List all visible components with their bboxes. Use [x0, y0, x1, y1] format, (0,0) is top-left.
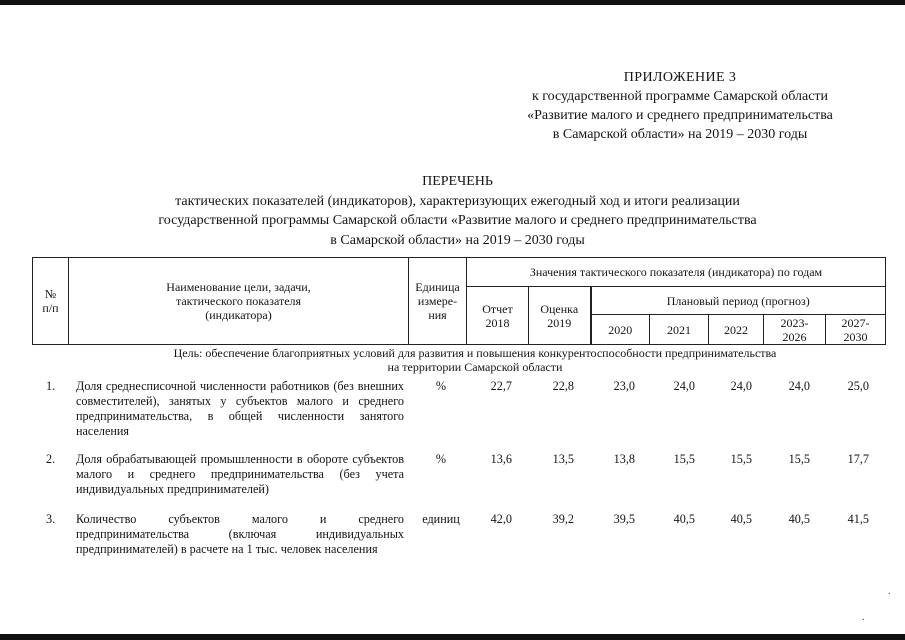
indicator-unit: %	[435, 379, 447, 393]
header-year-cell: 2027- 2030	[826, 315, 886, 345]
header-unit-line: ния	[428, 308, 447, 322]
header-year-cell: 2021	[650, 315, 709, 345]
header-report-line: Отчет	[482, 301, 513, 316]
document-title-block	[70, 172, 845, 250]
indicator-name: Количество субъектов малого и среднего предпринимательства (включая индивидуальных предпринимателей) в расчете на 1 тыс. человек населения	[76, 512, 404, 556]
value-2021: 24,0	[673, 379, 695, 393]
header-estimate-line: 2019	[547, 315, 572, 330]
header-estimate-cell	[529, 287, 591, 345]
value-estimate-2019: 22,8	[552, 379, 574, 393]
goal-line: на территории Самарской области	[387, 360, 563, 374]
appendix-title: ПРИЛОЖЕНИЕ 3	[623, 70, 737, 85]
header-year-cell: 2020	[591, 315, 650, 345]
header-year-cell: 2022	[709, 315, 764, 345]
value-report-2018: 42,0	[490, 512, 512, 526]
value-2020: 13,8	[613, 452, 635, 466]
value-report-2018: 13,6	[490, 452, 512, 466]
value-report-2018: 22,7	[490, 379, 512, 393]
document-title: ПЕРЕЧЕНЬ	[422, 174, 493, 189]
value-2023-2026: 15,5	[788, 452, 810, 466]
goal-line: Цель: обеспечение благоприятных условий для развития и повышения конкурентоспособности предпринимательства	[173, 346, 777, 360]
value-estimate-2019: 39,2	[552, 512, 574, 526]
header-name-line: тактического показателя	[175, 294, 302, 308]
value-estimate-2019: 13,5	[552, 452, 574, 466]
scan-speck: .	[862, 612, 865, 623]
indicator-unit: единиц	[422, 512, 460, 526]
value-2022: 40,5	[730, 512, 752, 526]
header-year-cell: 2023- 2026	[764, 315, 826, 345]
document-subtitle-line: в Самарской области» на 2019 – 2030 годы	[330, 232, 585, 248]
header-estimate-line: Оценка	[540, 301, 579, 316]
document-subtitle-line: тактических показателей (индикаторов), характеризующих ежегодный ход и итоги реализации	[175, 193, 740, 209]
header-name-line: Наименование цели, задачи,	[166, 280, 311, 294]
value-2020: 39,5	[613, 512, 635, 526]
value-2021: 40,5	[673, 512, 695, 526]
value-2022: 24,0	[730, 379, 752, 393]
indicator-table-header	[32, 257, 886, 345]
header-plan-cell: Плановый период (прогноз)	[591, 287, 886, 315]
header-name-cell	[69, 258, 409, 345]
row-number: 1.	[46, 379, 56, 393]
value-2020: 23,0	[613, 379, 635, 393]
row-number: 2.	[46, 452, 56, 466]
header-report-line: 2018	[485, 315, 510, 330]
value-2021: 15,5	[673, 452, 695, 466]
value-2023-2026: 24,0	[788, 379, 810, 393]
scan-top-border	[0, 0, 905, 5]
document-subtitle-line: государственной программы Самарской области «Развитие малого и среднего предпринимательства	[158, 213, 757, 228]
header-name-line: (индикатора)	[205, 308, 272, 322]
appendix-block	[480, 68, 880, 144]
indicator-unit: %	[435, 452, 447, 466]
value-2027-2030: 41,5	[847, 512, 869, 526]
value-2023-2026: 40,5	[788, 512, 810, 526]
header-number-line: №	[44, 287, 57, 301]
header-number-cell	[33, 258, 69, 345]
appendix-line: в Самарской области» на 2019 – 2030 годы	[552, 127, 808, 142]
appendix-line: к государственной программе Самарской области	[531, 89, 829, 104]
header-unit-line: измере-	[417, 294, 458, 308]
scan-bottom-border	[0, 634, 905, 640]
header-unit-line: Единица	[415, 280, 460, 294]
goal-statement	[90, 346, 860, 374]
scan-speck: .	[888, 586, 891, 597]
header-number-line: п/п	[42, 301, 59, 315]
indicator-name: Доля среднесписочной численности работников (без внешних совместителей), занятых у субъектов малого и среднего предпринимательства, в общей численности занятого населения	[76, 379, 404, 438]
header-unit-cell	[409, 258, 467, 345]
row-number: 3.	[46, 512, 56, 526]
value-2027-2030: 25,0	[847, 379, 869, 393]
value-2022: 15,5	[730, 452, 752, 466]
value-2027-2030: 17,7	[847, 452, 869, 466]
header-report-cell	[467, 287, 529, 345]
header-values-cell: Значения тактического показателя (индикатора) по годам	[467, 258, 886, 287]
indicator-name: Доля обрабатывающей промышленности в обороте субъектов малого и среднего предпринимательства (без учета индивидуальных предпринимателей)	[76, 452, 404, 496]
appendix-line: «Развитие малого и среднего предпринимательства	[527, 108, 833, 123]
